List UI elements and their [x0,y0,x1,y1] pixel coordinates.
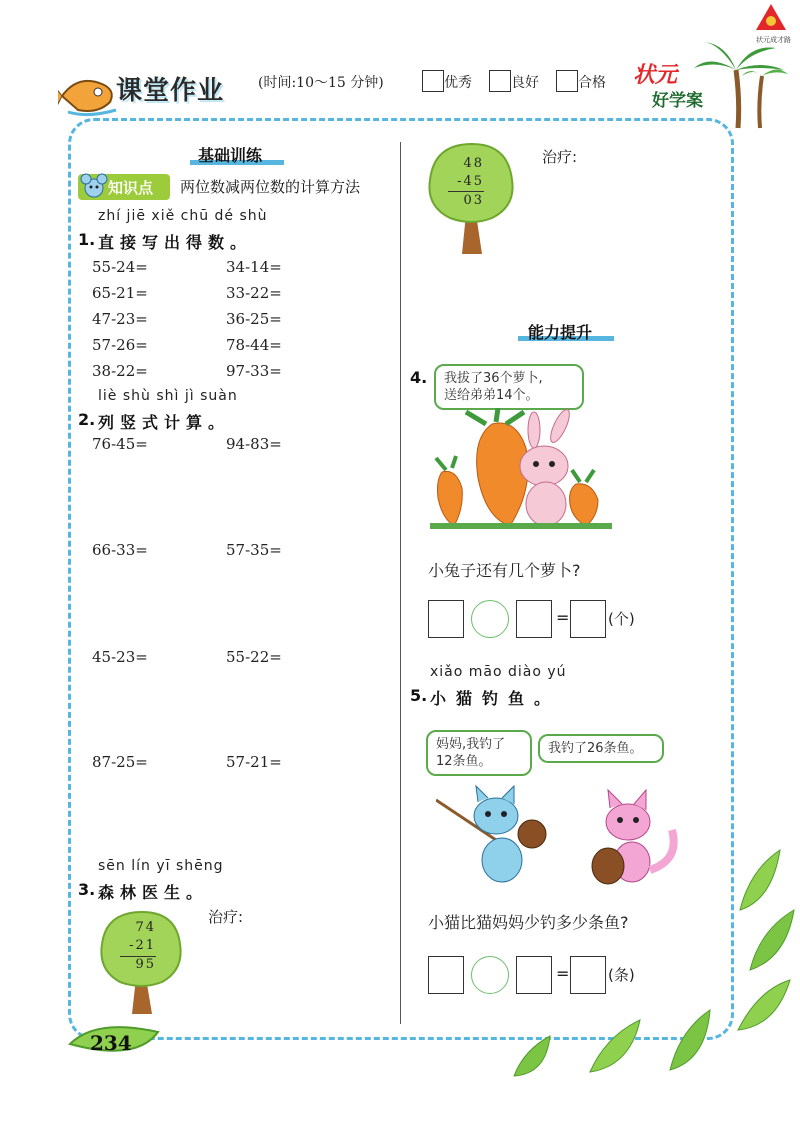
treat-label-2: 治疗: [542,148,578,166]
brand-logo-line1: 状元 [633,63,678,88]
q2-number: 2. [78,410,96,429]
q2-item: 66-33= [92,541,148,559]
q2-item: 55-22= [226,648,282,666]
tree1-subtrahend: -21 [129,938,156,953]
grade-checkbox-excellent[interactable] [422,70,444,92]
q2-item: 76-45= [92,435,148,453]
knowledge-text: 两位数减两位数的计算方法 [180,178,361,196]
tree1-top-number: 74 [135,920,156,935]
q4-number: 4. [410,368,428,387]
corner-logo-icon [754,2,788,32]
time-note: (时间:10～15 分钟) [258,75,384,91]
q2-title: 列竖式计算。 [98,413,231,432]
tree2-result: 03 [463,193,484,208]
q4-question: 小兔子还有几个萝卜? [428,561,581,580]
q1-number: 1. [78,230,96,249]
q5-pinyin: xiǎo māo diào yú [430,664,567,680]
q5-equals: = [556,964,570,983]
tree2-line [448,191,484,192]
q4-speech-bubble [434,364,584,410]
q2-item: 94-83= [226,435,282,453]
q5-number: 5. [410,686,428,705]
palm-tree-icon [690,40,790,130]
page-number: 234 [90,1031,132,1055]
knowledge-label: 知识点 [108,179,154,197]
q4-bubble-line1: 我拔了36个萝卜, [444,371,543,386]
q3-number: 3. [78,880,96,899]
grade-checkbox-pass[interactable] [556,70,578,92]
q3-title: 森林医生。 [98,883,209,902]
q1-item: 47-23= [92,310,148,328]
rabbit-carrots-illustration [426,408,616,532]
q5-question: 小猫比猫妈妈少钓多少条鱼? [428,913,629,932]
q5-title: 小猫钓鱼。 [430,689,561,708]
q5-operator-circle[interactable] [471,956,509,994]
q1-item: 36-25= [226,310,282,328]
decorative-leaves-icon [510,840,800,1080]
mouse-icon [80,172,108,200]
q5-bubble-left-line2: 12条鱼。 [436,754,492,769]
q2-item: 45-23= [92,648,148,666]
treat-label-1: 治疗: [208,908,244,926]
q5-answer-box-1[interactable] [428,956,464,994]
q4-answer-box-2[interactable] [516,600,552,638]
q2-item: 57-35= [226,541,282,559]
q1-item: 97-33= [226,362,282,380]
section-title-advanced: 能力提升 [528,323,593,342]
q1-item: 33-22= [226,284,282,302]
q4-answer-box-result[interactable] [570,600,606,638]
q1-item: 34-14= [226,258,282,276]
q4-unit: (个) [608,610,635,628]
q1-item: 38-22= [92,362,148,380]
tree2-subtrahend: -45 [457,174,484,189]
q4-operator-circle[interactable] [471,600,509,638]
q2-item: 57-21= [226,753,282,771]
column-divider [400,142,401,1024]
q5-speech-bubble-left [426,730,532,776]
tree1-result: 95 [135,957,156,972]
q1-title: 直接写出得数。 [98,233,253,252]
q4-bubble-line2: 送给弟弟14个。 [444,388,539,403]
grade-checkbox-good[interactable] [489,70,511,92]
q1-item: 78-44= [226,336,282,354]
brand-logo-line2: 好学案 [652,91,703,111]
q4-equals: = [556,608,570,627]
q1-item: 65-21= [92,284,148,302]
q3-pinyin: sēn lín yī shēng [98,858,224,874]
q1-item: 55-24= [92,258,148,276]
q2-pinyin: liè shù shì jì suàn [98,388,238,404]
q5-bubble-right-text: 我钓了26条鱼。 [548,741,643,756]
corner-logo-text: 状元成才路 [756,36,791,44]
q5-unit: (条) [608,966,635,984]
section-title-basic: 基础训练 [198,146,263,165]
q1-item: 57-26= [92,336,148,354]
grade-label-good: 良好 [511,75,539,91]
grade-label-pass: 合格 [578,75,606,91]
fish-mascot-icon [58,66,120,118]
q1-pinyin: zhí jiē xiě chū dé shù [98,208,268,224]
page-header-title: 课堂作业 [116,76,225,106]
q4-answer-box-1[interactable] [428,600,464,638]
grade-label-excellent: 优秀 [444,75,472,91]
q5-bubble-left-line1: 妈妈,我钓了 [436,737,506,752]
q2-item: 87-25= [92,753,148,771]
tree2-top-number: 48 [463,156,484,171]
q5-speech-bubble-right [538,734,664,763]
